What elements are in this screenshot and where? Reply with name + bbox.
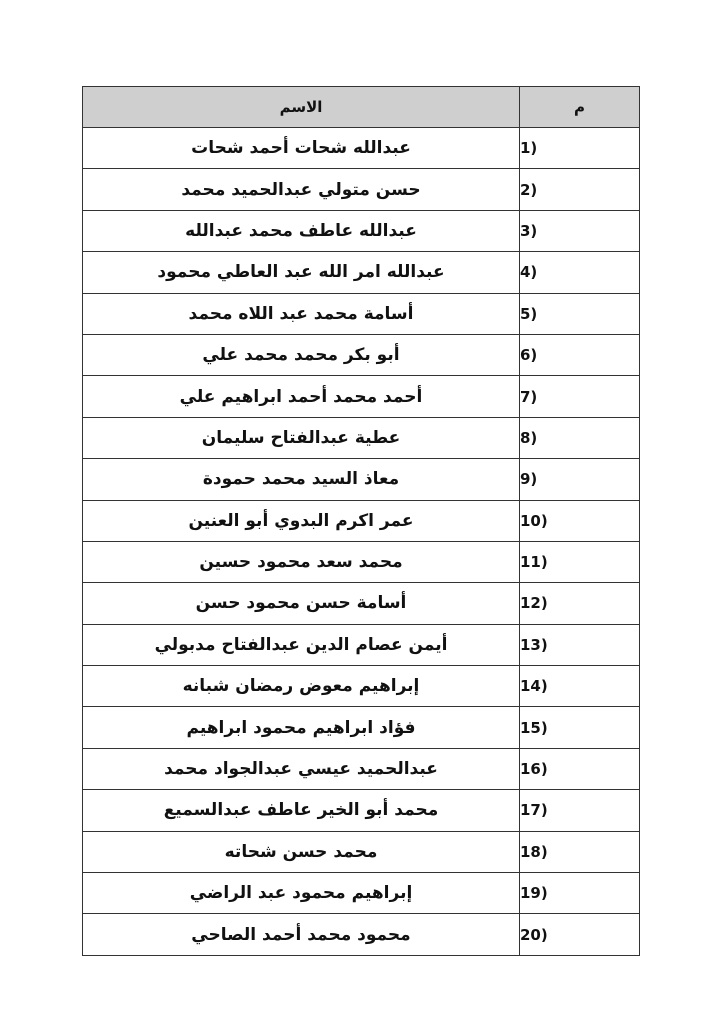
table-row <box>83 873 640 914</box>
table-row <box>83 624 640 665</box>
row-number: 7) <box>520 376 640 417</box>
table-row <box>83 748 640 789</box>
row-name: محمد حسن شحاته <box>83 831 520 872</box>
row-number: 3) <box>520 210 640 251</box>
table-row <box>83 334 640 375</box>
row-name: عبدالله شحات أحمد شحات <box>83 128 520 169</box>
table-row <box>83 210 640 251</box>
row-name: أسامة حسن محمود حسن <box>83 583 520 624</box>
table-row <box>83 707 640 748</box>
row-name: عمر اكرم البدوي أبو العنين <box>83 500 520 541</box>
row-name: عطية عبدالفتاح سليمان <box>83 417 520 458</box>
table-header-row <box>83 87 640 128</box>
table-row <box>83 293 640 334</box>
row-number: 5) <box>520 293 640 334</box>
row-number: 6) <box>520 334 640 375</box>
row-number: 4) <box>520 252 640 293</box>
table-row <box>83 169 640 210</box>
names-document <box>82 86 639 956</box>
table-row <box>83 541 640 582</box>
row-number: 16) <box>520 748 640 789</box>
row-number: 15) <box>520 707 640 748</box>
table-body <box>83 128 640 956</box>
row-number: 12) <box>520 583 640 624</box>
row-name: عبدالحميد عيسي عبدالجواد محمد <box>83 748 520 789</box>
row-name: عبدالله عاطف محمد عبدالله <box>83 210 520 251</box>
row-name: أبو بكر محمد محمد علي <box>83 334 520 375</box>
row-name: محمود محمد أحمد الصاحي <box>83 914 520 955</box>
row-number: 1) <box>520 128 640 169</box>
row-name: عبدالله امر الله عبد العاطي محمود <box>83 252 520 293</box>
table-row <box>83 376 640 417</box>
table-row <box>83 914 640 955</box>
row-name: محمد سعد محمود حسين <box>83 541 520 582</box>
row-number: 19) <box>520 873 640 914</box>
row-number: 14) <box>520 666 640 707</box>
row-name: محمد أبو الخير عاطف عبدالسميع <box>83 790 520 831</box>
table-row <box>83 459 640 500</box>
row-number: 18) <box>520 831 640 872</box>
table-row <box>83 500 640 541</box>
table-row <box>83 417 640 458</box>
table-row <box>83 583 640 624</box>
row-name: أحمد محمد أحمد ابراهيم علي <box>83 376 520 417</box>
row-number: 11) <box>520 541 640 582</box>
row-number: 9) <box>520 459 640 500</box>
row-name: حسن متولي عبدالحميد محمد <box>83 169 520 210</box>
table-row <box>83 252 640 293</box>
row-name: معاذ السيد محمد حمودة <box>83 459 520 500</box>
row-number: 13) <box>520 624 640 665</box>
row-name: أيمن عصام الدين عبدالفتاح مدبولي <box>83 624 520 665</box>
header-name: الاسم <box>83 87 520 128</box>
row-number: 10) <box>520 500 640 541</box>
header-number: م <box>520 87 640 128</box>
row-number: 17) <box>520 790 640 831</box>
row-name: فؤاد ابراهيم محمود ابراهيم <box>83 707 520 748</box>
row-number: 20) <box>520 914 640 955</box>
table-row <box>83 128 640 169</box>
row-name: إبراهيم محمود عبد الراضي <box>83 873 520 914</box>
row-name: إبراهيم معوض رمضان شبانه <box>83 666 520 707</box>
table-row <box>83 790 640 831</box>
table-row <box>83 666 640 707</box>
row-number: 8) <box>520 417 640 458</box>
table-row <box>83 831 640 872</box>
row-number: 2) <box>520 169 640 210</box>
names-table <box>82 86 640 956</box>
row-name: أسامة محمد عبد اللاه محمد <box>83 293 520 334</box>
